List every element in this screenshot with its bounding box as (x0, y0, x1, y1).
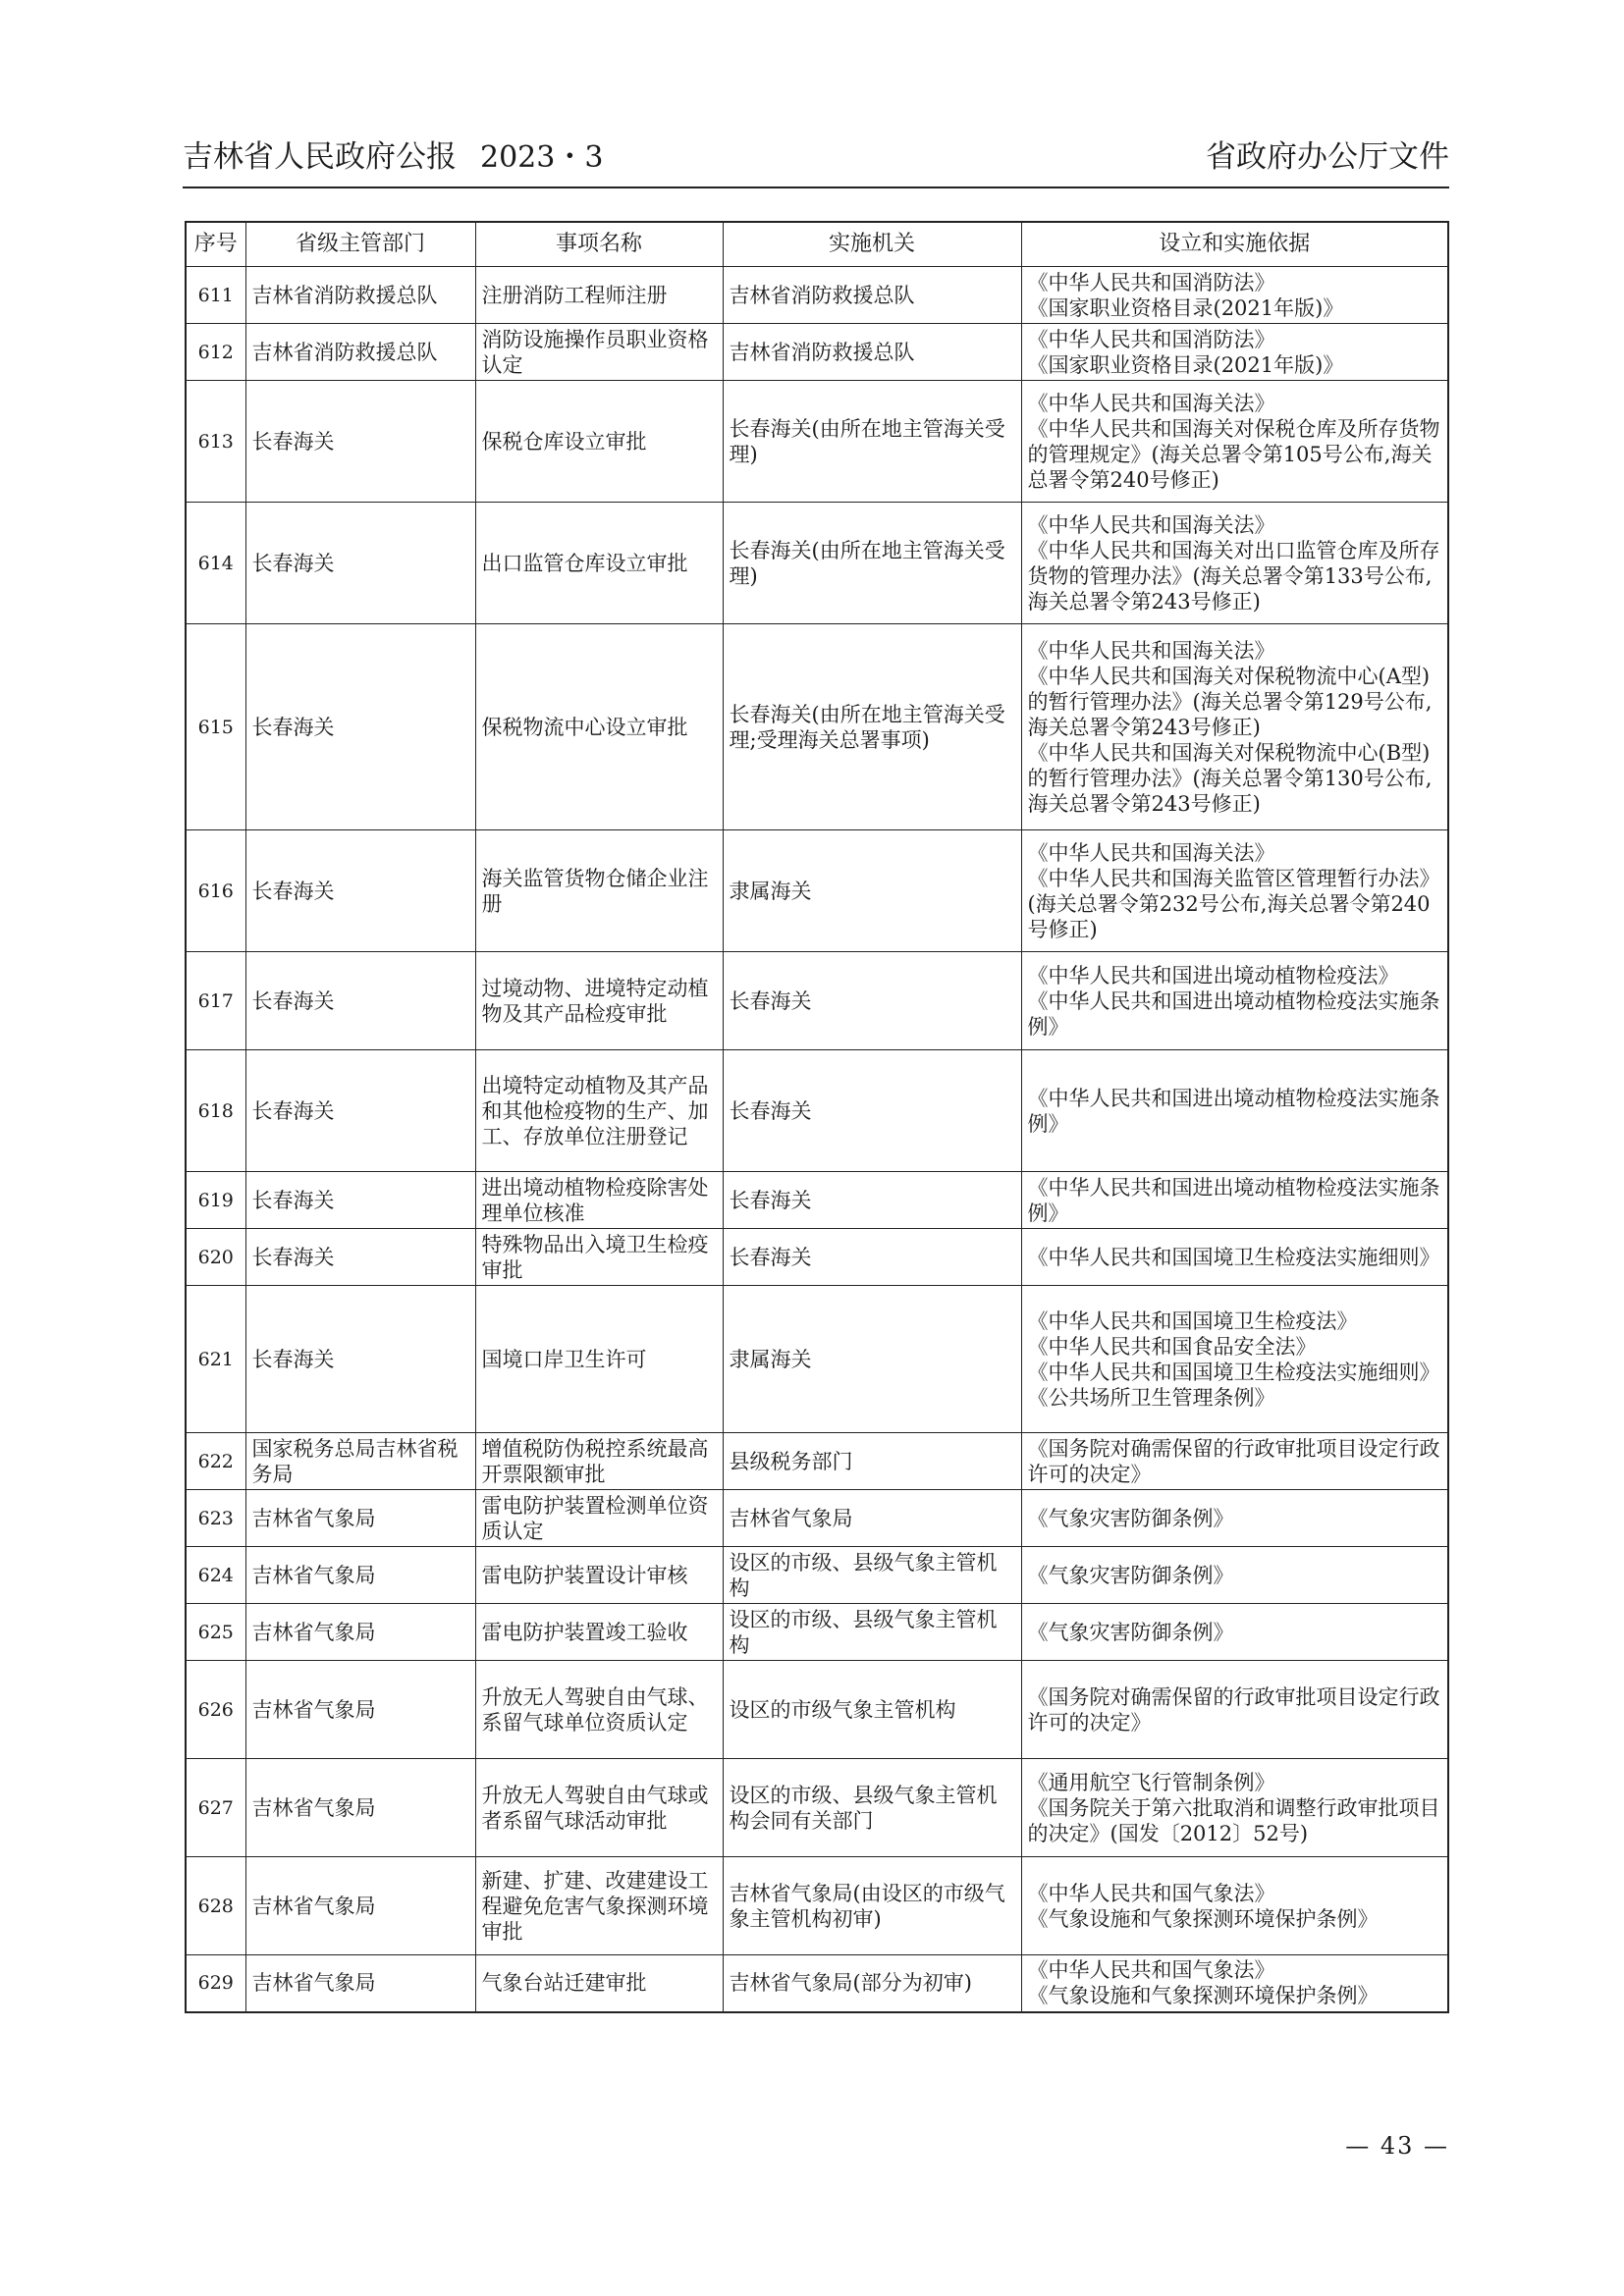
row-item-name: 海关监管货物仓储企业注册 (475, 830, 723, 952)
row-item-name: 出口监管仓库设立审批 (475, 503, 723, 624)
basis-law: 《中华人民共和国消防法》 (1027, 327, 1275, 351)
column-header-item: 事项名称 (475, 222, 723, 267)
table-header-row (186, 222, 1448, 267)
row-item-name: 保税物流中心设立审批 (475, 624, 723, 830)
row-dept: 吉林省气象局 (245, 1547, 475, 1604)
row-basis (1021, 503, 1448, 624)
basis-law: 《中华人民共和国进出境动植物检疫法实施条例》 (1027, 988, 1440, 1039)
row-item-name: 进出境动植物检疫除害处理单位核准 (475, 1172, 723, 1229)
row-number: 629 (186, 1955, 245, 2012)
row-agency: 吉林省消防救援总队 (723, 267, 1021, 324)
row-basis (1021, 952, 1448, 1050)
basis-law: 《中华人民共和国海关对保税物流中心(A型)的暂行管理办法》(海关总署令第129号公布,海关总署令第243号修正) (1027, 664, 1433, 739)
row-agency: 隶属海关 (723, 830, 1021, 952)
row-item-name: 特殊物品出入境卫生检疫审批 (475, 1229, 723, 1286)
row-agency: 设区的市级、县级气象主管机构 (723, 1547, 1021, 1604)
row-number: 623 (186, 1490, 245, 1547)
row-basis (1021, 1172, 1448, 1229)
basis-law: 《国家职业资格目录(2021年版)》 (1027, 295, 1344, 320)
row-number: 627 (186, 1759, 245, 1857)
row-agency: 长春海关(由所在地主管海关受理;受理海关总署事项) (723, 624, 1021, 830)
header-rule (183, 187, 1449, 188)
column-header-agency: 实施机关 (723, 222, 1021, 267)
row-dept: 长春海关 (245, 1286, 475, 1433)
row-dept: 吉林省气象局 (245, 1759, 475, 1857)
row-item-name: 升放无人驾驶自由气球、系留气球单位资质认定 (475, 1661, 723, 1759)
row-agency: 长春海关 (723, 1172, 1021, 1229)
basis-law: 《中华人民共和国进出境动植物检疫法实施条例》 (1027, 1086, 1440, 1136)
table-row (186, 1229, 1448, 1286)
row-basis (1021, 1229, 1448, 1286)
row-item-name: 气象台站迁建审批 (475, 1955, 723, 2012)
row-agency: 县级税务部门 (723, 1433, 1021, 1490)
basis-law: 《中华人民共和国海关监管区管理暂行办法》(海关总署令第232号公布,海关总署令第240号修正) (1027, 866, 1440, 941)
page-header (183, 128, 1449, 187)
row-dept: 长春海关 (245, 830, 475, 952)
basis-law: 《中华人民共和国国境卫生检疫法实施细则》 (1027, 1245, 1440, 1269)
row-dept: 长春海关 (245, 624, 475, 830)
row-dept: 国家税务总局吉林省税务局 (245, 1433, 475, 1490)
row-basis (1021, 624, 1448, 830)
row-item-name: 国境口岸卫生许可 (475, 1286, 723, 1433)
row-dept: 长春海关 (245, 952, 475, 1050)
column-header-no: 序号 (186, 222, 245, 267)
row-item-name: 注册消防工程师注册 (475, 267, 723, 324)
table-row (186, 1604, 1448, 1661)
row-dept: 长春海关 (245, 381, 475, 503)
publication-name: 吉林省人民政府公报 (183, 139, 457, 175)
row-number: 624 (186, 1547, 245, 1604)
row-number: 625 (186, 1604, 245, 1661)
issue-number: 2023・3 (480, 140, 604, 175)
row-basis (1021, 381, 1448, 503)
basis-law: 《国务院对确需保留的行政审批项目设定行政许可的决定》 (1027, 1684, 1440, 1735)
row-dept: 吉林省气象局 (245, 1661, 475, 1759)
basis-law: 《气象设施和气象探测环境保护条例》 (1027, 1984, 1379, 2008)
basis-law: 《中华人民共和国食品安全法》 (1027, 1334, 1317, 1359)
row-agency: 吉林省气象局(由设区的市级气象主管机构初审) (723, 1857, 1021, 1955)
row-number: 626 (186, 1661, 245, 1759)
basis-law: 《国家职业资格目录(2021年版)》 (1027, 352, 1344, 377)
row-dept: 长春海关 (245, 1172, 475, 1229)
row-dept: 长春海关 (245, 503, 475, 624)
row-item-name: 增值税防伪税控系统最高开票限额审批 (475, 1433, 723, 1490)
row-basis (1021, 1661, 1448, 1759)
table-row (186, 1661, 1448, 1759)
basis-law: 《中华人民共和国海关对保税仓库及所存货物的管理规定》(海关总署令第105号公布,海关总署令第240号修正) (1027, 416, 1440, 492)
row-number: 617 (186, 952, 245, 1050)
basis-law: 《中华人民共和国消防法》 (1027, 270, 1275, 294)
table-row (186, 503, 1448, 624)
row-dept: 吉林省气象局 (245, 1490, 475, 1547)
row-basis (1021, 1490, 1448, 1547)
row-agency: 设区的市级、县级气象主管机构 (723, 1604, 1021, 1661)
row-agency: 长春海关 (723, 1229, 1021, 1286)
row-dept: 吉林省消防救援总队 (245, 267, 475, 324)
section-title: 省政府办公厅文件 (1206, 139, 1449, 175)
table-row (186, 624, 1448, 830)
row-item-name: 升放无人驾驶自由气球或者系留气球活动审批 (475, 1759, 723, 1857)
row-item-name: 出境特定动植物及其产品和其他检疫物的生产、加工、存放单位注册登记 (475, 1050, 723, 1172)
row-dept: 长春海关 (245, 1229, 475, 1286)
publication-title (183, 128, 603, 187)
basis-law: 《气象灾害防御条例》 (1027, 1620, 1234, 1644)
row-number: 615 (186, 624, 245, 830)
row-agency: 长春海关 (723, 1050, 1021, 1172)
row-basis (1021, 1433, 1448, 1490)
row-item-name: 雷电防护装置竣工验收 (475, 1604, 723, 1661)
table-row (186, 1172, 1448, 1229)
table-row (186, 1547, 1448, 1604)
row-number: 619 (186, 1172, 245, 1229)
basis-law: 《中华人民共和国海关法》 (1027, 512, 1275, 537)
basis-law: 《气象灾害防御条例》 (1027, 1563, 1234, 1587)
basis-law: 《国务院关于第六批取消和调整行政审批项目的决定》(国发〔2012〕52号) (1027, 1795, 1440, 1845)
row-item-name: 新建、扩建、改建建设工程避免危害气象探测环境审批 (475, 1857, 723, 1955)
table-row (186, 1490, 1448, 1547)
row-number: 616 (186, 830, 245, 952)
row-basis (1021, 1604, 1448, 1661)
row-dept: 吉林省气象局 (245, 1604, 475, 1661)
row-basis (1021, 1286, 1448, 1433)
basis-law: 《中华人民共和国气象法》 (1027, 1958, 1275, 1983)
basis-law: 《中华人民共和国国境卫生检疫法》 (1027, 1308, 1358, 1333)
basis-law: 《气象设施和气象探测环境保护条例》 (1027, 1906, 1379, 1931)
table-row (186, 1050, 1448, 1172)
row-basis (1021, 1547, 1448, 1604)
row-item-name: 保税仓库设立审批 (475, 381, 723, 503)
row-basis (1021, 1857, 1448, 1955)
row-agency: 吉林省气象局 (723, 1490, 1021, 1547)
row-number: 628 (186, 1857, 245, 1955)
row-agency: 吉林省气象局(部分为初审) (723, 1955, 1021, 2012)
table-row (186, 1955, 1448, 2012)
basis-law: 《中华人民共和国海关法》 (1027, 391, 1275, 415)
row-number: 613 (186, 381, 245, 503)
row-agency: 长春海关 (723, 952, 1021, 1050)
basis-law: 《中华人民共和国海关法》 (1027, 840, 1275, 865)
row-number: 611 (186, 267, 245, 324)
row-basis (1021, 324, 1448, 381)
row-agency: 长春海关(由所在地主管海关受理) (723, 503, 1021, 624)
row-item-name: 雷电防护装置检测单位资质认定 (475, 1490, 723, 1547)
row-number: 620 (186, 1229, 245, 1286)
row-agency: 长春海关(由所在地主管海关受理) (723, 381, 1021, 503)
basis-law: 《中华人民共和国国境卫生检疫法实施细则》 (1027, 1360, 1440, 1384)
table-row (186, 1759, 1448, 1857)
table-row (186, 952, 1448, 1050)
basis-law: 《中华人民共和国海关对保税物流中心(B型)的暂行管理办法》(海关总署令第130号公布,海关总署令第243号修正) (1027, 740, 1433, 816)
table-row (186, 1857, 1448, 1955)
row-dept: 吉林省气象局 (245, 1857, 475, 1955)
row-agency: 吉林省消防救援总队 (723, 324, 1021, 381)
row-number: 621 (186, 1286, 245, 1433)
row-agency: 设区的市级、县级气象主管机构会同有关部门 (723, 1759, 1021, 1857)
row-basis (1021, 1955, 1448, 2012)
row-number: 612 (186, 324, 245, 381)
row-basis (1021, 830, 1448, 952)
basis-law: 《国务院对确需保留的行政审批项目设定行政许可的决定》 (1027, 1436, 1440, 1486)
approval-items-table (185, 221, 1449, 2013)
table-row (186, 1286, 1448, 1433)
table-row (186, 830, 1448, 952)
basis-law: 《通用航空飞行管制条例》 (1027, 1770, 1275, 1794)
basis-law: 《中华人民共和国进出境动植物检疫法》 (1027, 963, 1399, 988)
row-item-name: 过境动物、进境特定动植物及其产品检疫审批 (475, 952, 723, 1050)
basis-law: 《中华人民共和国进出境动植物检疫法实施条例》 (1027, 1175, 1440, 1225)
row-number: 614 (186, 503, 245, 624)
row-item-name: 雷电防护装置设计审核 (475, 1547, 723, 1604)
row-basis (1021, 1050, 1448, 1172)
table-row (186, 381, 1448, 503)
basis-law: 《中华人民共和国海关对出口监管仓库及所存货物的管理办法》(海关总署令第133号公布,海关总署令第243号修正) (1027, 538, 1440, 614)
column-header-dept: 省级主管部门 (245, 222, 475, 267)
page-number: — 43 — (1345, 2132, 1449, 2160)
row-basis (1021, 1759, 1448, 1857)
table-row (186, 1433, 1448, 1490)
row-dept: 吉林省气象局 (245, 1955, 475, 2012)
row-agency: 隶属海关 (723, 1286, 1021, 1433)
basis-law: 《中华人民共和国海关法》 (1027, 638, 1275, 663)
row-item-name: 消防设施操作员职业资格认定 (475, 324, 723, 381)
row-number: 618 (186, 1050, 245, 1172)
row-dept: 长春海关 (245, 1050, 475, 1172)
row-number: 622 (186, 1433, 245, 1490)
table-row (186, 267, 1448, 324)
table-body (186, 267, 1448, 2012)
row-basis (1021, 267, 1448, 324)
basis-law: 《中华人民共和国气象法》 (1027, 1881, 1275, 1905)
table-row (186, 324, 1448, 381)
basis-law: 《气象灾害防御条例》 (1027, 1506, 1234, 1530)
row-dept: 吉林省消防救援总队 (245, 324, 475, 381)
column-header-basis: 设立和实施依据 (1021, 222, 1448, 267)
basis-law: 《公共场所卫生管理条例》 (1027, 1385, 1275, 1410)
row-agency: 设区的市级气象主管机构 (723, 1661, 1021, 1759)
